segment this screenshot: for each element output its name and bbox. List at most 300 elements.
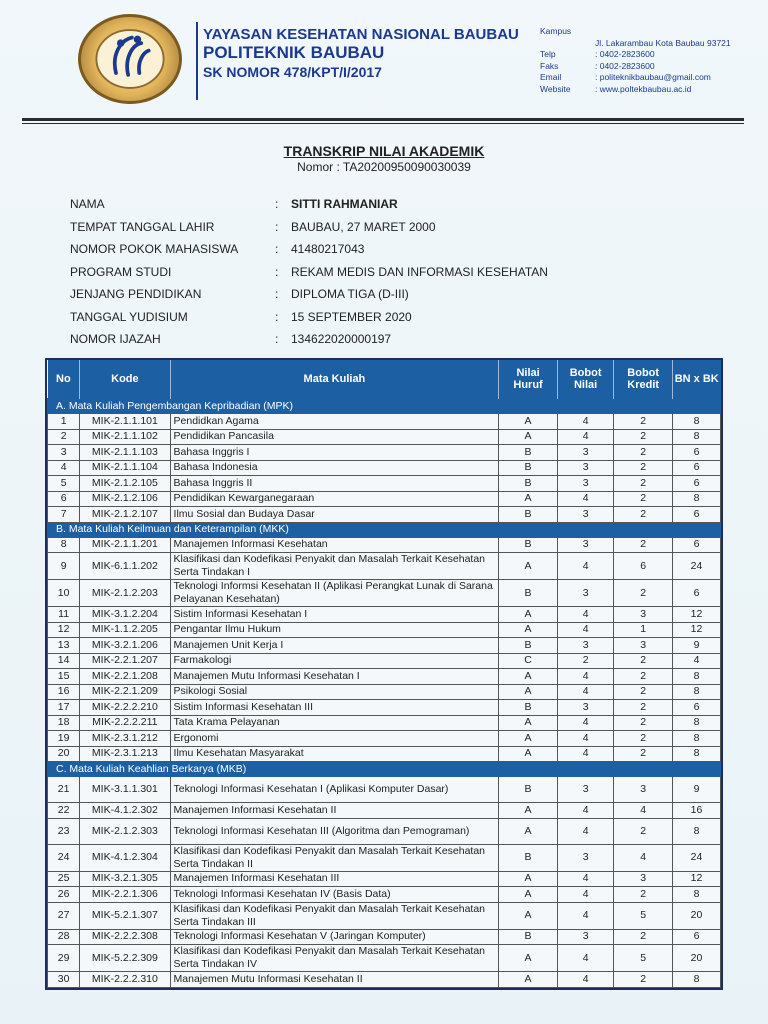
cell-mata-kuliah: Sistim Informasi Kesehatan III [170,700,499,716]
cell-bobot-kredit: 6 [614,553,673,580]
header-bobot-kredit: Bobot Kredit [614,360,673,399]
contact-value: : www.poltekbaubau.ac.id [595,83,692,94]
cell-mata-kuliah: Teknologi Informasi Kesehatan IV (Basis Data) [170,887,499,903]
info-label: NOMOR POKOK MAHASISWA [70,242,239,257]
cell-bobot-kredit: 2 [614,476,673,492]
cell-bn-bk: 20 [672,945,720,972]
cell-nilai-huruf: A [499,746,558,762]
cell-bn-bk: 8 [672,715,720,731]
cell-nilai-huruf: B [499,777,558,803]
institution-logo-icon [78,14,182,104]
info-row [70,193,548,216]
contact-row [540,38,731,50]
cell-mata-kuliah: Farmakologi [170,653,499,669]
cell-kode: MIK-4.1.2.302 [80,803,170,819]
info-colon: : [275,287,279,302]
cell-kode: MIK-1.1.2.205 [80,622,170,638]
cell-bobot-nilai: 3 [557,929,614,945]
table-row [48,972,721,988]
cell-mata-kuliah: Klasifikasi dan Kodefikasi Penyakit dan Masalah Terkait Kesehatan Serta Tindakan II [170,844,499,871]
contact-key: Faks [540,60,559,71]
cell-no: 26 [48,887,80,903]
contact-key: Telp [540,49,556,59]
cell-bobot-kredit: 2 [614,715,673,731]
info-colon: : [275,264,279,279]
cell-mata-kuliah: Klasifikasi dan Kodefikasi Penyakit dan Masalah Terkait Kesehatan Serta Tindakan IV [170,945,499,972]
header-divider [196,22,198,100]
cell-no: 21 [48,777,80,803]
cell-bn-bk: 8 [672,684,720,700]
cell-bobot-nilai: 3 [557,580,614,607]
cell-bobot-nilai: 3 [557,460,614,476]
info-value: 41480217043 [291,242,365,257]
cell-bn-bk: 8 [672,731,720,747]
cell-bobot-nilai: 4 [557,972,614,988]
info-label: PROGRAM STUDI [70,264,172,279]
cell-bn-bk: 8 [672,746,720,762]
cell-kode: MIK-2.1.1.103 [80,445,170,461]
cell-nilai-huruf: B [499,844,558,871]
cell-nilai-huruf: A [499,429,558,445]
cell-bobot-nilai: 4 [557,669,614,685]
info-label: TEMPAT TANGGAL LAHIR [70,219,215,234]
header-separator [22,118,744,121]
table-row [48,715,721,731]
cell-nilai-huruf: A [499,731,558,747]
grades-table [45,358,723,990]
cell-bobot-kredit: 2 [614,653,673,669]
cell-kode: MIK-2.1.2.107 [80,507,170,523]
table-row [48,507,721,523]
section-title: B. Mata Kuliah Keilmuan dan Keterampilan (MKK) [48,522,721,537]
cell-bn-bk: 8 [672,972,720,988]
info-row [70,283,548,306]
cell-bobot-nilai: 3 [557,844,614,871]
cell-bobot-nilai: 3 [557,476,614,492]
cell-bobot-nilai: 3 [557,507,614,523]
contact-key: Website [540,83,571,94]
info-value: REKAM MEDIS DAN INFORMASI KESEHATAN [291,264,548,279]
cell-kode: MIK-3.2.1.305 [80,871,170,887]
cell-bobot-nilai: 4 [557,746,614,762]
cell-bobot-kredit: 2 [614,491,673,507]
cell-no: 15 [48,669,80,685]
cell-kode: MIK-2.3.1.212 [80,731,170,747]
org-foundation: YAYASAN KESEHATAN NASIONAL BAUBAU [203,26,519,43]
organization-block [203,26,519,81]
cell-bobot-kredit: 2 [614,684,673,700]
table-row [48,553,721,580]
cell-mata-kuliah: Sistim Informasi Kesehatan I [170,607,499,623]
cell-bobot-kredit: 2 [614,818,673,844]
cell-no: 16 [48,684,80,700]
cell-bn-bk: 8 [672,429,720,445]
cell-kode: MIK-6.1.1.202 [80,553,170,580]
contact-value: : 0402-2823600 [595,60,655,71]
cell-no: 8 [48,537,80,553]
cell-mata-kuliah: Bahasa Indonesia [170,460,499,476]
cell-mata-kuliah: Teknologi Informasi Kesehatan I (Aplikasi Komputer Dasar) [170,777,499,803]
table-row [48,476,721,492]
cell-bobot-kredit: 2 [614,460,673,476]
cell-no: 23 [48,818,80,844]
section-row [48,399,721,414]
cell-kode: MIK-2.2.1.209 [80,684,170,700]
cell-bobot-kredit: 5 [614,902,673,929]
info-colon: : [275,219,279,234]
table-row [48,580,721,607]
cell-mata-kuliah: Bahasa Inggris II [170,476,499,492]
cell-nilai-huruf: B [499,476,558,492]
cell-bobot-kredit: 2 [614,429,673,445]
contact-title: Kampus [540,26,572,36]
cell-nilai-huruf: A [499,803,558,819]
cell-bn-bk: 16 [672,803,720,819]
table-row [48,887,721,903]
cell-bobot-nilai: 4 [557,803,614,819]
table-row [48,445,721,461]
cell-bobot-nilai: 4 [557,429,614,445]
contact-row [540,84,731,96]
table-row [48,746,721,762]
cell-bobot-kredit: 2 [614,580,673,607]
cell-bobot-nilai: 4 [557,684,614,700]
cell-bobot-nilai: 3 [557,537,614,553]
cell-bobot-nilai: 4 [557,553,614,580]
cell-bn-bk: 20 [672,902,720,929]
section-title: A. Mata Kuliah Pengembangan Kepribadian (MPK) [48,399,721,414]
header-separator-thin [22,123,744,124]
cell-nilai-huruf: B [499,580,558,607]
cell-bn-bk: 12 [672,607,720,623]
table-row [48,803,721,819]
info-value: SITTI RAHMANIAR [291,197,398,212]
cell-bobot-kredit: 2 [614,929,673,945]
cell-bobot-kredit: 3 [614,871,673,887]
table-header [48,360,721,399]
cell-kode: MIK-2.2.1.306 [80,887,170,903]
cell-nilai-huruf: A [499,491,558,507]
info-label: NOMOR IJAZAH [70,332,161,347]
cell-bn-bk: 8 [672,491,720,507]
cell-nilai-huruf: A [499,902,558,929]
cell-bobot-nilai: 3 [557,777,614,803]
cell-bobot-nilai: 4 [557,818,614,844]
cell-kode: MIK-2.1.2.106 [80,491,170,507]
table-row [48,429,721,445]
cell-nilai-huruf: B [499,460,558,476]
cell-mata-kuliah: Manajemen Informasi Kesehatan [170,537,499,553]
info-value: DIPLOMA TIGA (D-III) [291,287,409,302]
info-value: 134622020000197 [291,332,392,347]
cell-kode: MIK-2.2.1.207 [80,653,170,669]
cell-bobot-nilai: 2 [557,653,614,669]
table-row [48,622,721,638]
cell-mata-kuliah: Psikologi Sosial [170,684,499,700]
table-row [48,818,721,844]
cell-nilai-huruf: B [499,507,558,523]
cell-kode: MIK-3.2.1.206 [80,638,170,654]
cell-no: 24 [48,844,80,871]
org-name: POLITEKNIK BAUBAU [203,43,385,62]
cell-no: 18 [48,715,80,731]
cell-nilai-huruf: B [499,700,558,716]
info-row [70,238,548,261]
cell-bn-bk: 8 [672,669,720,685]
cell-bobot-nilai: 4 [557,607,614,623]
cell-bn-bk: 6 [672,476,720,492]
cell-bn-bk: 24 [672,553,720,580]
table-row [48,731,721,747]
document-number: Nomor : TA20200950090030039 [297,160,471,174]
cell-bn-bk: 12 [672,871,720,887]
cell-no: 5 [48,476,80,492]
table-row [48,700,721,716]
cell-no: 25 [48,871,80,887]
cell-bobot-nilai: 4 [557,902,614,929]
cell-nilai-huruf: A [499,622,558,638]
cell-no: 17 [48,700,80,716]
cell-no: 7 [48,507,80,523]
info-value: BAUBAU, 27 MARET 2000 [291,219,436,234]
cell-no: 10 [48,580,80,607]
table-row [48,777,721,803]
contact-value: : 0402-2823600 [595,49,655,59]
table-row [48,491,721,507]
cell-kode: MIK-2.1.2.203 [80,580,170,607]
cell-nilai-huruf: A [499,669,558,685]
cell-no: 22 [48,803,80,819]
cell-mata-kuliah: Klasifikasi dan Kodefikasi Penyakit dan Masalah Terkait Kesehatan Serta Tindakan III [170,902,499,929]
cell-bobot-kredit: 5 [614,945,673,972]
cell-nilai-huruf: A [499,871,558,887]
info-row [70,328,548,351]
cell-bobot-nilai: 4 [557,871,614,887]
cell-kode: MIK-2.1.1.102 [80,429,170,445]
cell-bobot-kredit: 2 [614,445,673,461]
cell-no: 2 [48,429,80,445]
cell-bobot-kredit: 2 [614,972,673,988]
cell-bobot-kredit: 3 [614,777,673,803]
cell-bobot-nilai: 3 [557,638,614,654]
contact-key: Email [540,72,562,82]
cell-bobot-kredit: 3 [614,607,673,623]
cell-bn-bk: 6 [672,507,720,523]
cell-mata-kuliah: Pengantar Ilmu Hukum [170,622,499,638]
cell-bn-bk: 9 [672,638,720,654]
info-row [70,261,548,284]
table-row [48,414,721,430]
cell-bn-bk: 8 [672,414,720,430]
cell-mata-kuliah: Klasifikasi dan Kodefikasi Penyakit dan Masalah Terkait Kesehatan Serta Tindakan I [170,553,499,580]
cell-kode: MIK-2.1.2.105 [80,476,170,492]
table-row [48,929,721,945]
cell-bobot-nilai: 4 [557,622,614,638]
cell-nilai-huruf: A [499,607,558,623]
cell-nilai-huruf: B [499,638,558,654]
info-label: TANGGAL YUDISIUM [70,309,188,324]
cell-bn-bk: 8 [672,818,720,844]
cell-mata-kuliah: Pendidkan Agama [170,414,499,430]
cell-mata-kuliah: Manajemen Informasi Kesehatan II [170,803,499,819]
cell-bobot-kredit: 2 [614,669,673,685]
cell-no: 29 [48,945,80,972]
contact-block [540,26,731,95]
cell-no: 19 [48,731,80,747]
cell-nilai-huruf: B [499,537,558,553]
cell-no: 3 [48,445,80,461]
cell-bobot-kredit: 2 [614,537,673,553]
header-no: No [48,360,80,399]
info-row [70,216,548,239]
cell-bobot-nilai: 4 [557,414,614,430]
header-mata-kuliah: Mata Kuliah [170,360,499,399]
cell-mata-kuliah: Manajemen Unit Kerja I [170,638,499,654]
contact-key [540,38,595,50]
cell-mata-kuliah: Pendidikan Pancasila [170,429,499,445]
info-colon: : [275,309,279,324]
table-row [48,684,721,700]
cell-bn-bk: 9 [672,777,720,803]
table-row [48,945,721,972]
cell-bn-bk: 12 [672,622,720,638]
cell-kode: MIK-3.1.1.301 [80,777,170,803]
table-row [48,638,721,654]
cell-kode: MIK-2.2.2.210 [80,700,170,716]
cell-kode: MIK-2.1.1.201 [80,537,170,553]
cell-no: 20 [48,746,80,762]
cell-kode: MIK-2.2.1.208 [80,669,170,685]
cell-bn-bk: 8 [672,887,720,903]
cell-bobot-kredit: 2 [614,700,673,716]
cell-no: 6 [48,491,80,507]
cell-mata-kuliah: Teknologi Informsi Kesehatan II (Aplikasi Perangkat Lunak di Sarana Pelayanan Kesehatan) [170,580,499,607]
cell-bn-bk: 6 [672,700,720,716]
cell-mata-kuliah: Manajemen Mutu Informasi Kesehatan I [170,669,499,685]
cell-mata-kuliah: Teknologi Informasi Kesehatan III (Algoritma dan Pemograman) [170,818,499,844]
cell-bobot-kredit: 2 [614,414,673,430]
table-row [48,653,721,669]
cell-bn-bk: 24 [672,844,720,871]
cell-kode: MIK-2.1.1.101 [80,414,170,430]
cell-kode: MIK-3.1.2.204 [80,607,170,623]
header-kode: Kode [80,360,170,399]
info-colon: : [275,332,279,347]
cell-mata-kuliah: Ilmu Kesehatan Masyarakat [170,746,499,762]
cell-bobot-nilai: 4 [557,887,614,903]
info-label: JENJANG PENDIDIKAN [70,287,202,302]
cell-bobot-nilai: 3 [557,445,614,461]
cell-bobot-nilai: 4 [557,731,614,747]
cell-bobot-nilai: 4 [557,945,614,972]
cell-no: 14 [48,653,80,669]
contact-value: Jl. Lakarambau Kota Baubau 93721 [595,37,731,48]
cell-kode: MIK-5.2.2.309 [80,945,170,972]
cell-no: 4 [48,460,80,476]
student-info [70,193,548,351]
cell-nilai-huruf: A [499,972,558,988]
cell-bobot-kredit: 1 [614,622,673,638]
cell-bobot-kredit: 2 [614,887,673,903]
cell-no: 9 [48,553,80,580]
contact-row [540,61,731,73]
cell-kode: MIK-2.2.2.310 [80,972,170,988]
table-row [48,607,721,623]
cell-mata-kuliah: Teknologi Informasi Kesehatan V (Jaringan Komputer) [170,929,499,945]
cell-no: 12 [48,622,80,638]
cell-no: 1 [48,414,80,430]
cell-bn-bk: 6 [672,445,720,461]
cell-mata-kuliah: Manajemen Mutu Informasi Kesehatan II [170,972,499,988]
cell-kode: MIK-4.1.2.304 [80,844,170,871]
cell-bn-bk: 6 [672,537,720,553]
cell-nilai-huruf: A [499,715,558,731]
cell-no: 11 [48,607,80,623]
document-title: TRANSKRIP NILAI AKADEMIK [283,143,485,159]
cell-nilai-huruf: C [499,653,558,669]
info-value: 15 SEPTEMBER 2020 [291,309,412,324]
contact-row [540,72,731,84]
section-title: C. Mata Kuliah Keahlian Berkarya (MKB) [48,762,721,777]
section-row [48,522,721,537]
cell-nilai-huruf: B [499,445,558,461]
info-colon: : [275,242,279,257]
table-row [48,844,721,871]
cell-mata-kuliah: Manajemen Informasi Kesehatan III [170,871,499,887]
cell-bobot-kredit: 2 [614,746,673,762]
cell-kode: MIK-5.2.1.307 [80,902,170,929]
cell-kode: MIK-2.1.1.104 [80,460,170,476]
cell-kode: MIK-2.2.2.211 [80,715,170,731]
cell-nilai-huruf: A [499,684,558,700]
cell-nilai-huruf: A [499,887,558,903]
cell-bobot-kredit: 4 [614,844,673,871]
cell-nilai-huruf: A [499,945,558,972]
cell-bn-bk: 4 [672,653,720,669]
contact-value: : politeknikbaubau@gmail.com [595,72,711,82]
cell-bn-bk: 6 [672,460,720,476]
table-row [48,871,721,887]
cell-mata-kuliah: Bahasa Inggris I [170,445,499,461]
cell-nilai-huruf: B [499,929,558,945]
table-row [48,669,721,685]
table-row [48,902,721,929]
cell-bobot-kredit: 2 [614,731,673,747]
cell-mata-kuliah: Ergonomi [170,731,499,747]
cell-no: 27 [48,902,80,929]
cell-kode: MIK-2.1.2.303 [80,818,170,844]
cell-mata-kuliah: Ilmu Sosial dan Budaya Dasar [170,507,499,523]
table-row [48,460,721,476]
cell-no: 30 [48,972,80,988]
cell-bobot-kredit: 4 [614,803,673,819]
info-colon: : [275,197,279,212]
info-label: NAMA [70,197,105,212]
cell-nilai-huruf: A [499,414,558,430]
cell-bn-bk: 6 [672,580,720,607]
org-decree: SK NOMOR 478/KPT/I/2017 [203,64,382,80]
section-row [48,762,721,777]
info-row [70,306,548,329]
cell-bobot-nilai: 4 [557,491,614,507]
cell-kode: MIK-2.2.2.308 [80,929,170,945]
cell-kode: MIK-2.3.1.213 [80,746,170,762]
cell-no: 13 [48,638,80,654]
header-nilai-huruf: Nilai Huruf [499,360,558,399]
table-row [48,537,721,553]
header-bn-bk: BN x BK [672,360,720,399]
cell-bobot-nilai: 4 [557,715,614,731]
